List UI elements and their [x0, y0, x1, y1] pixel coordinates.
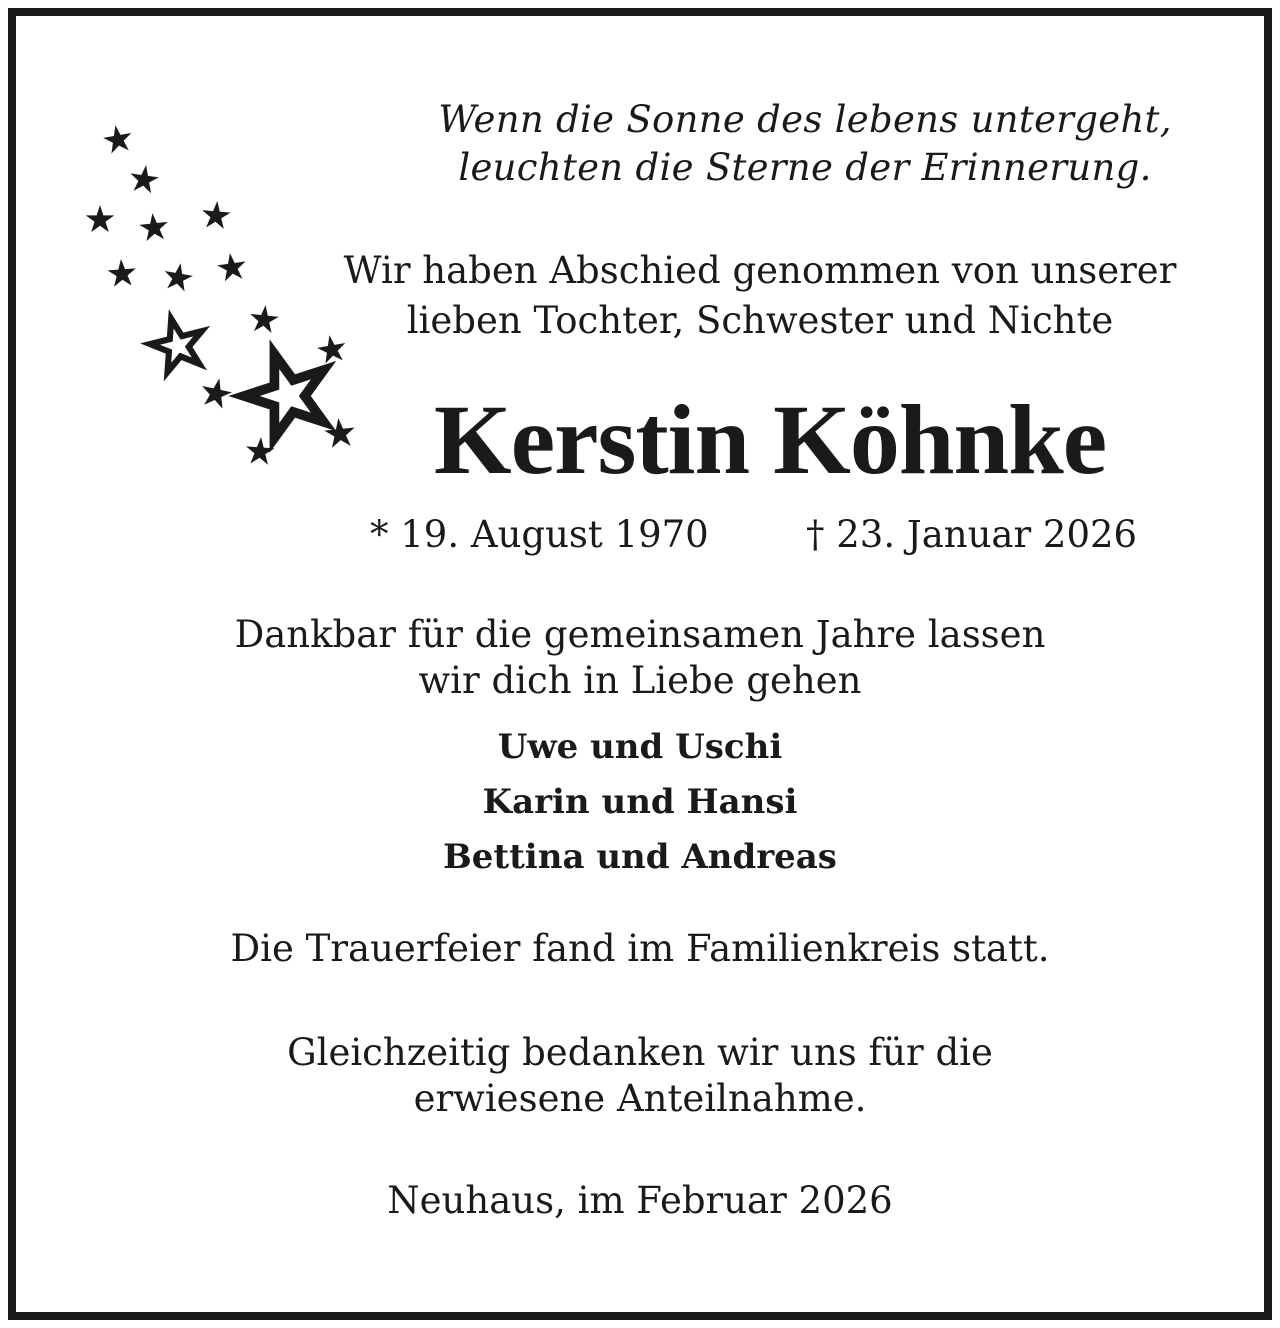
intro-line-2: lieben Tochter, Schwester und Nichte: [406, 299, 1114, 342]
funeral-note: Die Trauerfeier fand im Familienkreis statt.: [230, 927, 1050, 970]
thanks-line-1: Dankbar für die gemeinsamen Jahre lassen: [234, 613, 1046, 656]
motto-line-2: leuchten die Sterne der Erinnerung.: [458, 146, 1152, 189]
birth-date: * 19. August 1970: [370, 513, 709, 556]
gratitude-line-1: Gleichzeitig bedanken wir uns für die: [287, 1031, 993, 1074]
death-date: † 23. Januar 2026: [806, 513, 1138, 556]
thanks-line-2: wir dich in Liebe gehen: [418, 659, 862, 702]
place-and-date: Neuhaus, im Februar 2026: [387, 1179, 893, 1222]
intro-line-1: Wir haben Abschied genommen von unserer: [343, 249, 1177, 292]
mourners-list: [0, 720, 1280, 885]
motto-quote: [400, 96, 1210, 192]
mourner-name: Karin und Hansi: [482, 782, 798, 822]
gratitude-text: [0, 1030, 1280, 1122]
intro-text: [300, 246, 1220, 346]
mourner-name: Uwe und Uschi: [497, 727, 783, 767]
mourner-name: Bettina und Andreas: [443, 837, 837, 877]
gratitude-line-2: erwiesene Anteilnahme.: [413, 1077, 867, 1120]
deceased-name: Kerstin Köhnke: [433, 384, 1107, 495]
thanks-text: [0, 612, 1280, 704]
motto-line-1: Wenn die Sonne des lebens untergeht,: [438, 98, 1172, 141]
